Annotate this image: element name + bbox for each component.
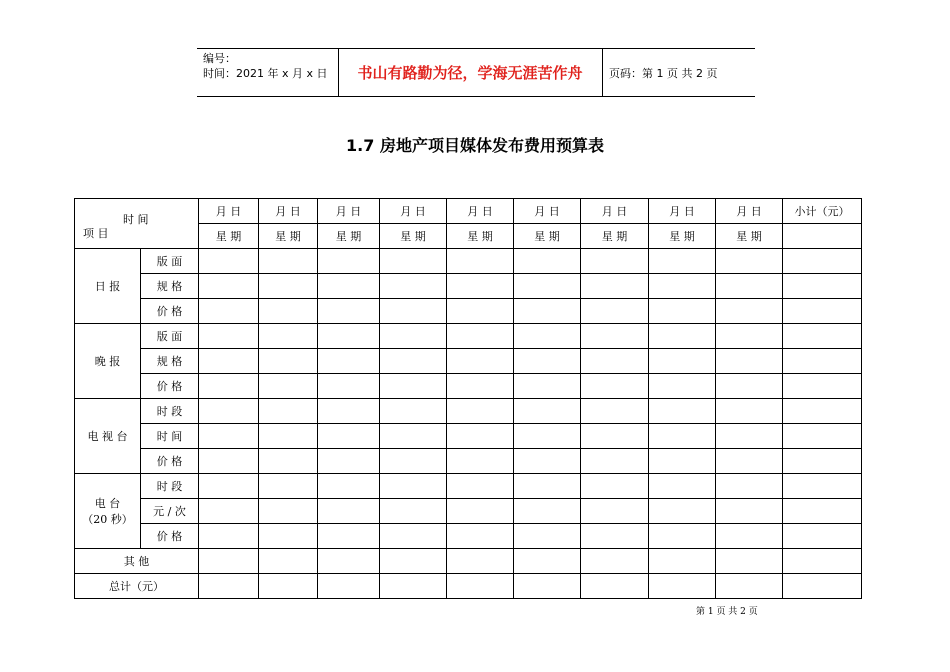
date-header-cell: 月 日 [716,199,783,224]
budget-value-cell [199,499,259,524]
budget-value-cell [514,499,581,524]
budget-value-cell [649,424,716,449]
weekday-header-cell: 星 期 [447,224,514,249]
budget-value-cell [380,374,447,399]
date-header-cell: 月 日 [259,199,318,224]
budget-value-cell [380,499,447,524]
budget-value-cell [783,399,862,424]
document-title: 1.7 房地产项目媒体发布费用预算表 [346,136,604,155]
budget-value-cell [716,574,783,599]
table-row [75,474,862,499]
motto-text: 书山有路勤为径，学海无涯苦作舟 [357,64,583,82]
budget-value-cell [380,299,447,324]
budget-value-cell [783,274,862,299]
budget-value-cell [259,499,318,524]
budget-value-cell [318,399,380,424]
date-header-cell: 月 日 [199,199,259,224]
attribute-label-cell: 时 间 [141,424,199,449]
budget-value-cell [716,399,783,424]
budget-value-cell [447,449,514,474]
budget-value-cell [581,399,649,424]
budget-value-cell [380,474,447,499]
budget-value-cell [259,524,318,549]
weekday-header-cell: 星 期 [716,224,783,249]
budget-value-cell [259,324,318,349]
budget-value-cell [259,474,318,499]
budget-value-cell [581,424,649,449]
budget-value-cell [318,499,380,524]
attribute-label-cell: 价 格 [141,299,199,324]
budget-value-cell [199,249,259,274]
budget-value-cell [783,374,862,399]
weekday-header-cell: 星 期 [380,224,447,249]
budget-value-cell [783,324,862,349]
budget-value-cell [649,299,716,324]
header-divider [602,48,603,97]
budget-value-cell [649,524,716,549]
budget-value-cell [649,549,716,574]
header-meta [203,51,328,81]
budget-value-cell [514,399,581,424]
budget-value-cell [514,449,581,474]
budget-value-cell [581,524,649,549]
budget-value-cell [649,574,716,599]
budget-value-cell [716,449,783,474]
budget-value-cell [783,474,862,499]
budget-value-cell [716,324,783,349]
budget-value-cell [380,249,447,274]
budget-value-cell [783,249,862,274]
budget-value-cell [318,524,380,549]
budget-value-cell [514,324,581,349]
date-header-cell: 月 日 [649,199,716,224]
budget-value-cell [649,499,716,524]
budget-value-cell [259,574,318,599]
budget-value-cell [783,524,862,549]
budget-value-cell [783,574,862,599]
attribute-label-cell: 价 格 [141,374,199,399]
budget-value-cell [716,524,783,549]
budget-value-cell [199,549,259,574]
budget-value-cell [447,299,514,324]
budget-value-cell [199,424,259,449]
budget-value-cell [716,374,783,399]
budget-value-cell [581,274,649,299]
weekday-header-cell: 星 期 [649,224,716,249]
budget-value-cell [380,449,447,474]
budget-value-cell [783,424,862,449]
attribute-label-cell: 时 段 [141,474,199,499]
budget-value-cell [259,549,318,574]
budget-value-cell [514,524,581,549]
budget-value-cell [581,499,649,524]
media-group-label: 日 报 [94,280,121,293]
budget-value-cell [199,399,259,424]
budget-value-cell [581,474,649,499]
media-group-cell [75,399,141,474]
budget-value-cell [259,399,318,424]
budget-value-cell [716,474,783,499]
budget-value-cell [447,524,514,549]
budget-value-cell [514,299,581,324]
budget-value-cell [581,574,649,599]
attribute-label-cell: 规 格 [141,349,199,374]
budget-value-cell [318,299,380,324]
subtotal-header-cell: 小计（元） [783,199,862,224]
media-group-label: 电 视 台 [87,430,128,443]
budget-value-cell [649,274,716,299]
number-label: 编号： [203,52,236,65]
budget-value-cell [380,399,447,424]
corner-item-label: 项 目 [83,227,109,240]
budget-value-cell [318,249,380,274]
header-bottom-rule [197,96,755,97]
document-header [197,48,755,98]
media-group-label: 电 台 [94,497,121,510]
date-header-cell: 月 日 [447,199,514,224]
budget-value-cell [259,374,318,399]
weekday-header-cell: 星 期 [199,224,259,249]
budget-value-cell [716,249,783,274]
page-number-label: 页码：第 1 页 共 2 页 [609,67,718,80]
attribute-label-cell: 元 / 次 [141,499,199,524]
budget-value-cell [649,324,716,349]
budget-value-cell [380,274,447,299]
budget-value-cell [783,349,862,374]
budget-value-cell [199,274,259,299]
attribute-label-cell: 规 格 [141,274,199,299]
budget-value-cell [259,424,318,449]
date-header-cell: 月 日 [380,199,447,224]
budget-value-cell [259,299,318,324]
budget-table [74,198,862,599]
budget-value-cell [318,574,380,599]
budget-value-cell [447,474,514,499]
budget-value-cell [514,549,581,574]
budget-value-cell [318,449,380,474]
table-row [75,299,862,324]
budget-value-cell [380,549,447,574]
budget-value-cell [783,549,862,574]
header-top-rule [197,48,755,49]
attribute-label-cell: 版 面 [141,249,199,274]
table-header-row [75,199,862,224]
budget-value-cell [447,549,514,574]
budget-value-cell [649,399,716,424]
budget-value-cell [581,299,649,324]
budget-value-cell [581,249,649,274]
budget-value-cell [380,349,447,374]
budget-value-cell [199,474,259,499]
budget-value-cell [259,449,318,474]
budget-value-cell [380,574,447,599]
table-row [75,549,862,574]
budget-value-cell [259,274,318,299]
table-row [75,449,862,474]
budget-value-cell [318,549,380,574]
budget-value-cell [783,449,862,474]
table-row [75,499,862,524]
budget-value-cell [514,274,581,299]
budget-value-cell [783,499,862,524]
budget-value-cell [318,324,380,349]
weekday-header-cell: 星 期 [581,224,649,249]
budget-value-cell [581,349,649,374]
media-group-sublabel: （20 秒） [82,513,133,526]
budget-value-cell [447,574,514,599]
budget-value-cell [447,424,514,449]
weekday-header-cell: 星 期 [514,224,581,249]
media-group-label: 晚 报 [94,355,121,368]
table-row [75,574,862,599]
corner-header-cell [75,199,199,249]
table-row [75,424,862,449]
date-header-cell: 月 日 [581,199,649,224]
table-row [75,349,862,374]
budget-value-cell [514,574,581,599]
media-group-cell [75,324,141,399]
budget-value-cell [318,374,380,399]
budget-value-cell [199,449,259,474]
budget-value-cell [199,324,259,349]
weekday-header-cell: 星 期 [318,224,380,249]
budget-value-cell [649,349,716,374]
budget-value-cell [716,424,783,449]
budget-value-cell [649,249,716,274]
budget-value-cell [514,374,581,399]
budget-value-cell [380,524,447,549]
media-group-cell [75,249,141,324]
budget-value-cell [649,449,716,474]
table-row [75,374,862,399]
weekday-header-cell: 星 期 [259,224,318,249]
budget-value-cell [716,349,783,374]
attribute-label-cell: 版 面 [141,324,199,349]
table-row [75,524,862,549]
budget-value-cell [447,324,514,349]
budget-value-cell [447,399,514,424]
budget-value-cell [447,374,514,399]
subtotal-blank-cell [783,224,862,249]
budget-value-cell [716,299,783,324]
budget-value-cell [514,474,581,499]
attribute-label-cell: 时 段 [141,399,199,424]
other-label-cell: 其 他 [75,549,199,574]
budget-value-cell [447,249,514,274]
total-label-cell: 总计（元） [75,574,199,599]
table-row [75,274,862,299]
date-header-cell: 月 日 [514,199,581,224]
budget-value-cell [318,474,380,499]
budget-value-cell [514,249,581,274]
budget-value-cell [447,274,514,299]
budget-value-cell [199,574,259,599]
budget-value-cell [380,424,447,449]
table-row [75,249,862,274]
budget-value-cell [318,424,380,449]
budget-value-cell [514,424,581,449]
budget-value-cell [380,324,447,349]
budget-value-cell [716,274,783,299]
budget-value-cell [199,349,259,374]
budget-value-cell [649,374,716,399]
budget-value-cell [716,499,783,524]
budget-value-cell [199,374,259,399]
budget-value-cell [649,474,716,499]
budget-value-cell [581,324,649,349]
budget-value-cell [447,499,514,524]
budget-value-cell [199,299,259,324]
footer-page-note: 第 1 页 共 2 页 [696,607,758,617]
table-row [75,399,862,424]
attribute-label-cell: 价 格 [141,449,199,474]
budget-value-cell [447,349,514,374]
budget-value-cell [318,274,380,299]
media-group-cell [75,474,141,549]
table-row [75,324,862,349]
date-header-cell: 月 日 [318,199,380,224]
budget-value-cell [716,549,783,574]
budget-value-cell [581,449,649,474]
budget-value-cell [259,249,318,274]
budget-value-cell [514,349,581,374]
budget-value-cell [581,549,649,574]
budget-value-cell [259,349,318,374]
budget-value-cell [318,349,380,374]
budget-value-cell [199,524,259,549]
budget-value-cell [783,299,862,324]
attribute-label-cell: 价 格 [141,524,199,549]
time-label: 时间：2021 年 x 月 x 日 [203,67,328,80]
budget-value-cell [581,374,649,399]
corner-time-label: 时 间 [123,213,149,226]
